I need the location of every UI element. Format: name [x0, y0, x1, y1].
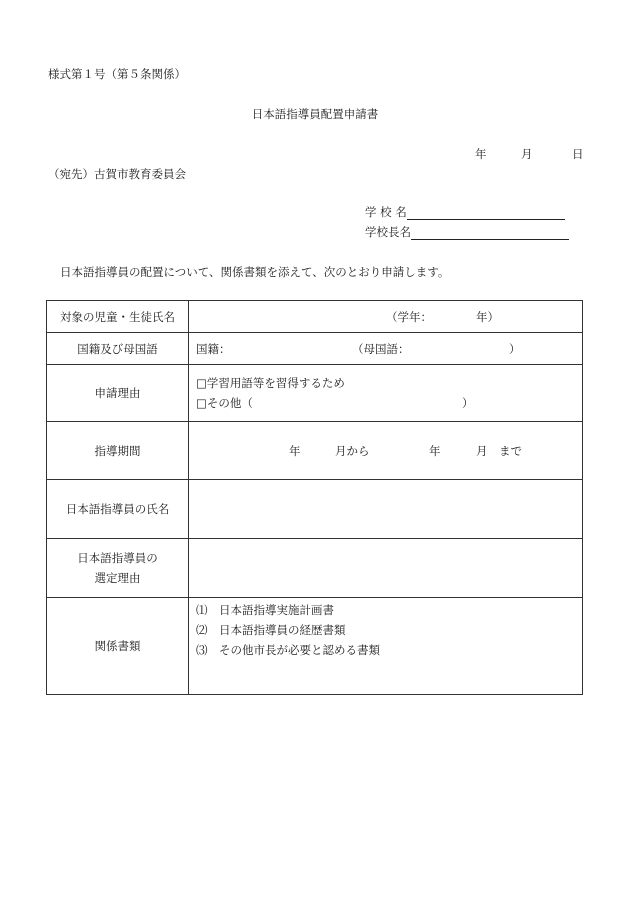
document-item-resume: ⑵ 日本語指導員の経歴書類	[196, 623, 346, 637]
selection-reason-label	[47, 539, 189, 598]
reason-cell	[189, 365, 583, 422]
grade-open: （学年：	[386, 309, 432, 324]
school-name-row	[365, 204, 565, 220]
selection-reason-cell[interactable]	[189, 539, 583, 598]
instructor-name-label: 日本語指導員の氏名	[47, 480, 189, 539]
period-month-until: 月 まで	[476, 443, 522, 458]
period-month-from: 月から	[335, 443, 370, 458]
period-year-2: 年	[429, 443, 441, 458]
student-name-cell[interactable]	[189, 301, 583, 333]
nationality-field: 国籍：	[196, 341, 231, 356]
principal-name-field[interactable]	[411, 226, 569, 240]
table-row	[47, 301, 583, 333]
mother-tongue-close: ）	[509, 341, 521, 356]
document-item-other: ⑶ その他市長が必要と認める書類	[196, 643, 380, 657]
nationality-cell[interactable]	[189, 333, 583, 365]
document-title: 日本語指導員配置申請書	[251, 107, 379, 121]
reason-option-study-terms[interactable]: □学習用語等を習得するため	[196, 376, 345, 390]
date-month-label: 月	[521, 147, 533, 161]
reason-label: 申請理由	[47, 365, 189, 422]
table-row	[47, 539, 583, 598]
reason-option-other[interactable]	[196, 393, 253, 413]
documents-cell	[189, 598, 583, 695]
principal-name-label: 学校長名	[365, 225, 411, 239]
date-day-label: 日	[572, 147, 584, 161]
intro-statement: 日本語指導員の配置について、関係書類を添えて、次のとおり申請します。	[60, 265, 450, 279]
table-row	[47, 598, 583, 695]
grade-close: 年）	[476, 309, 499, 324]
form-number: 様式第１号（第５条関係）	[48, 67, 186, 81]
document-item-plan: ⑴ 日本語指導実施計画書	[196, 603, 334, 617]
selection-reason-label-line-2: 選定理由	[94, 571, 141, 585]
addressee: （宛先）古賀市教育委員会	[48, 167, 186, 181]
instructor-name-cell[interactable]	[189, 480, 583, 539]
school-name-label: 学 校 名	[365, 205, 407, 219]
table-row	[47, 333, 583, 365]
table-row	[47, 480, 583, 539]
period-label: 指導期間	[47, 422, 189, 480]
application-form-table	[46, 300, 583, 695]
nationality-label: 国籍及び母国語	[47, 333, 189, 365]
period-year-1: 年	[289, 443, 301, 458]
period-cell[interactable]	[189, 422, 583, 480]
documents-label: 関係書類	[47, 598, 189, 695]
reason-option-other-close: ）	[462, 396, 474, 410]
principal-name-row	[365, 224, 569, 240]
school-name-field[interactable]	[407, 206, 565, 220]
table-row	[47, 365, 583, 422]
selection-reason-label-line-1: 日本語指導員の	[77, 551, 158, 565]
date-year-label: 年	[475, 147, 487, 161]
mother-tongue-open: （母国語：	[352, 341, 410, 356]
student-name-label: 対象の児童・生徒氏名	[47, 301, 189, 333]
table-row	[47, 422, 583, 480]
reason-option-other-open: □その他（	[196, 396, 253, 410]
